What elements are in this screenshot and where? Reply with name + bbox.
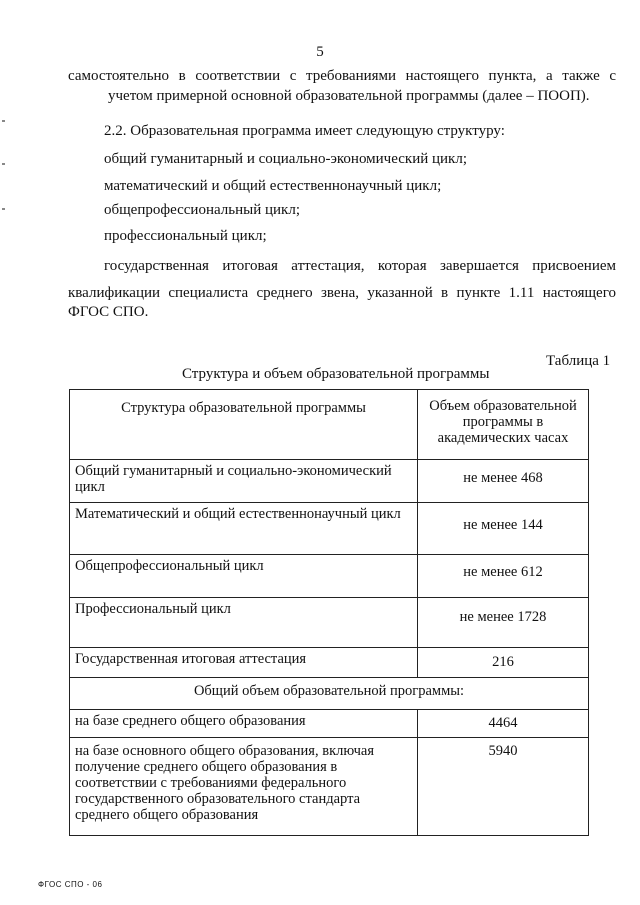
- paragraph-3-line-1: государственная итоговая аттестация, которая завершается присвоением: [104, 258, 616, 274]
- table-row: [70, 738, 589, 836]
- table-header-row: [70, 390, 589, 460]
- table-row: [70, 555, 589, 598]
- row-value: не менее 468: [418, 460, 589, 503]
- structure-item: общий гуманитарный и социально-экономический цикл;: [104, 151, 467, 167]
- total-name: на базе основного общего образования, включая получение среднего общего образования в соответствии с требованиями федерального государственного образовательного стандарта среднего общего образования: [70, 738, 418, 836]
- row-value: не менее 612: [418, 555, 589, 598]
- total-header: Общий объем образовательной программы:: [70, 678, 589, 710]
- row-name: Общий гуманитарный и социально-экономический цикл: [70, 460, 418, 503]
- paragraph-1-line-1: самостоятельно в соответствии с требованиями настоящего пункта, а также с: [68, 68, 616, 84]
- total-value: 5940: [418, 738, 589, 836]
- row-value: не менее 1728: [418, 598, 589, 648]
- row-name: Общепрофессиональный цикл: [70, 555, 418, 598]
- table-row: [70, 598, 589, 648]
- row-value: 216: [418, 648, 589, 678]
- row-name: Государственная итоговая аттестация: [70, 648, 418, 678]
- scan-artifact: [2, 208, 5, 210]
- total-header-row: [70, 678, 589, 710]
- structure-item: общепрофессиональный цикл;: [104, 202, 300, 218]
- header-structure: Структура образовательной программы: [70, 390, 418, 460]
- table-title: Структура и объем образовательной программы: [182, 366, 490, 382]
- total-value: 4464: [418, 710, 589, 738]
- header-volume: Объем образовательной программы в академических часах: [418, 390, 589, 460]
- paragraph-1-line-2: учетом примерной основной образовательной программы (далее – ПООП).: [108, 88, 590, 104]
- paragraph-2: 2.2. Образовательная программа имеет следующую структуру:: [104, 123, 505, 139]
- footer-stamp: ФГОС СПО - 06: [38, 880, 103, 889]
- row-name: Профессиональный цикл: [70, 598, 418, 648]
- table-row: [70, 503, 589, 555]
- scan-artifact: [2, 120, 5, 122]
- structure-item: математический и общий естественнонаучный цикл;: [104, 178, 442, 194]
- table-row: [70, 460, 589, 503]
- paragraph-3-line-3: ФГОС СПО.: [68, 304, 149, 320]
- structure-table: [69, 389, 589, 836]
- paragraph-3-line-2: квалификации специалиста среднего звена, указанной в пункте 1.11 настоящего: [68, 285, 616, 301]
- table-row: [70, 648, 589, 678]
- table-label: Таблица 1: [546, 353, 611, 369]
- row-name: Математический и общий естественнонаучный цикл: [70, 503, 418, 555]
- scan-artifact: [2, 163, 5, 165]
- total-name: на базе среднего общего образования: [70, 710, 418, 738]
- structure-item: профессиональный цикл;: [104, 228, 267, 244]
- page-number: 5: [316, 44, 324, 60]
- row-value: не менее 144: [418, 503, 589, 555]
- table-row: [70, 710, 589, 738]
